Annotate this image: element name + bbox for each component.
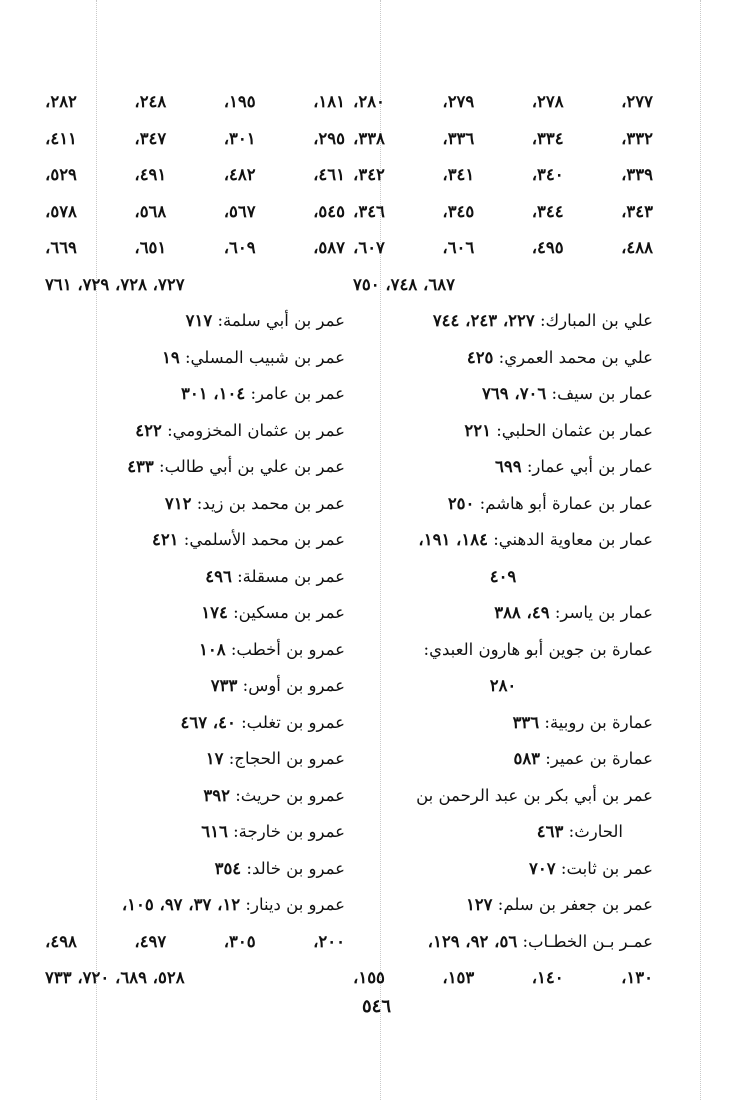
- left-column-index-entry: [45, 851, 345, 888]
- entry-name: عمر بن ثابت:: [560, 858, 653, 878]
- left-column-index-entry: [45, 705, 345, 742]
- right-column-index-entry: [353, 595, 653, 632]
- entry-page-refs: ٤٢٢: [135, 420, 162, 440]
- entry-name: عمر بن مسكين:: [233, 603, 345, 622]
- entry-name: علي بن محمد العمري:: [498, 347, 653, 367]
- entry-name: عمر بن أبي بكر بن عبد الرحمن بن: [416, 785, 653, 805]
- entry-name: عمر بن شبيب المسلي:: [184, 347, 345, 367]
- entry-name: عمارة بن روبية:: [544, 712, 653, 732]
- entry-name: عمرو بن الحجاج:: [228, 749, 345, 768]
- entry-page-refs: ٧١٢: [164, 493, 192, 513]
- left-column-page-ref: ٤٨٢،: [223, 165, 256, 184]
- left-column-index-entry: [45, 522, 345, 559]
- left-column-number-grid: [45, 84, 345, 267]
- left-column-index-entry-continuation: ٥٢٨، ٦٨٩، ٧٢٠، ٧٣٣: [45, 968, 185, 987]
- right-column-page-ref: ٣٣٦،: [442, 128, 475, 148]
- left-column-page-ref: ٦٠٩،: [223, 238, 256, 257]
- entry-name: عمر بن محمد بن زيد:: [196, 493, 345, 513]
- left-column-grid-tail: ٧٢٧، ٧٢٨، ٧٢٩، ٧٦١: [45, 274, 185, 294]
- right-column-index-entry: [353, 340, 653, 377]
- entry-page-refs: ٢٢٧، ٢٤٣، ٧٤٤: [432, 311, 535, 330]
- entry-name: عمرو بن أخطب:: [230, 639, 345, 659]
- entry-page-refs: ١٠٨: [198, 639, 226, 659]
- right-column-page-ref: ٣٤٥،: [442, 201, 475, 221]
- entry-page-refs: ٣٩٢: [203, 785, 230, 805]
- left-column-grid-row: [45, 230, 345, 267]
- entry-page-ref: ١٥٣،: [442, 968, 475, 987]
- entry-page-refs: ٧٣٣: [210, 676, 238, 695]
- left-column-index-entry: [45, 632, 345, 669]
- entry-page-refs: ٤٢١: [151, 530, 179, 549]
- entry-page-refs: ٧١٧: [185, 311, 213, 330]
- right-column-index-entry: [353, 778, 653, 815]
- left-column-page-ref: ٣٤٧،: [134, 128, 167, 148]
- entry-name: عمر بن عثمان المخزومي:: [167, 420, 345, 440]
- entry-name: عمرو بن أوس:: [242, 676, 345, 695]
- right-column-page-ref: ٣٤٤،: [531, 201, 564, 221]
- entry-name: عمر بن أبي سلمة:: [217, 311, 345, 330]
- entry-page-ref: ٤٩٨،: [45, 931, 77, 951]
- right-column-index-entry: [353, 486, 653, 523]
- entry-name: عمر بن مسقلة:: [237, 566, 345, 586]
- entry-name: عمر بن عامر:: [250, 384, 345, 403]
- entry-page-refs: ٤٦٣: [536, 822, 564, 841]
- right-column-page-ref: ٣٤٦،: [353, 201, 385, 221]
- right-column-page-ref: ٢٧٧،: [621, 92, 653, 111]
- right-column: [353, 84, 653, 997]
- right-column-page-ref: ٣٣٩،: [621, 165, 653, 184]
- left-column-page-ref: ٥٦٧،: [223, 201, 256, 221]
- left-column-page-ref: ٢٩٥،: [313, 128, 345, 148]
- entry-name: عمر بن محمد الأسلمي:: [183, 530, 345, 549]
- left-column-page-ref: ٦٦٩،: [45, 238, 77, 257]
- entry-page-refs: ١٧٤: [201, 603, 228, 622]
- left-column-index-entry: [45, 340, 345, 377]
- right-column-grid-row: [353, 121, 653, 158]
- left-column-index-entry-continuation: [45, 924, 345, 961]
- entry-page-refs: ٢٢١: [464, 420, 491, 440]
- left-column-page-ref: ٥٢٩،: [45, 165, 77, 184]
- right-column-page-ref: ٤٩٥،: [531, 238, 564, 257]
- left-column-page-ref: ٥٧٨،: [45, 201, 77, 221]
- entry-page-ref: ١٣٠،: [621, 968, 653, 987]
- entry-page-refs: ٧٠٦، ٧٦٩: [482, 384, 547, 403]
- right-column-grid-row: [353, 230, 653, 267]
- entry-page-refs: ١٠٤، ٣٠١: [180, 384, 246, 403]
- right-column-index-entry: [353, 413, 653, 450]
- left-column-page-ref: ٣٠١،: [223, 128, 256, 148]
- left-column-page-ref: ٦٥١،: [134, 238, 167, 257]
- entry-name-continuation: الحارث:: [568, 822, 623, 841]
- scan-artifact-line: [700, 0, 701, 1100]
- left-column-grid-row: [45, 194, 345, 231]
- entry-name: عمار بن عمارة أبو هاشم:: [479, 493, 653, 513]
- left-column-index-entry: [45, 486, 345, 523]
- entry-page-refs: ١٢٧: [465, 895, 493, 914]
- entry-page-refs: ٤٢٥: [466, 347, 494, 367]
- entry-name: عمار بن معاوية الدهني:: [493, 530, 653, 549]
- right-column-index-entry-continuation: ٤٠٩: [489, 566, 517, 586]
- entry-page-refs: ٥٨٣: [513, 749, 541, 768]
- entry-name: عمار بن سيف:: [551, 384, 653, 403]
- entry-page-refs: ٤٩٦: [205, 566, 232, 586]
- entry-page-refs: ٣٥٤: [214, 858, 242, 878]
- left-column-index-entry: [45, 668, 345, 705]
- left-column-index-entry: [45, 413, 345, 450]
- left-column-index-entry: [45, 559, 345, 596]
- left-column-page-ref: ٤٦١،: [313, 165, 345, 184]
- right-column-grid-row: [353, 157, 653, 194]
- entry-name: عمر بن علي بن أبي طالب:: [159, 457, 345, 476]
- right-column-number-grid: [353, 84, 653, 267]
- left-column-index-entry: [45, 303, 345, 340]
- entry-page-refs: ١٩: [162, 347, 180, 367]
- left-column-page-ref: ١٩٥،: [223, 92, 256, 111]
- entry-name: عمرو بن خالد:: [246, 858, 345, 878]
- left-column-page-ref: ٤١١،: [45, 128, 77, 148]
- right-column-index-entry: [353, 851, 653, 888]
- left-column-index-entry: [45, 449, 345, 486]
- left-column: [45, 84, 345, 997]
- entry-page-ref: ٣٠٥،: [223, 931, 256, 951]
- right-column-grid-row: [353, 84, 653, 121]
- left-column-page-ref: ٤٩١،: [134, 165, 167, 184]
- right-column-page-ref: ٦٠٧،: [353, 238, 385, 257]
- left-column-index-entry: [45, 778, 345, 815]
- left-column-index-entry: [45, 887, 345, 924]
- right-column-index-entry: [353, 449, 653, 486]
- entry-page-refs: ٧٠٧: [529, 858, 556, 878]
- entry-page-refs: ١٨٤، ١٩١،: [418, 530, 488, 549]
- right-column-index-entry: [353, 924, 653, 961]
- left-column-index-entry: [45, 376, 345, 413]
- entry-name: عمرو بن حريث:: [235, 785, 345, 805]
- right-column-index-entry-continuation: [353, 960, 653, 997]
- right-column-index-entry-continuation: ٢٨٠: [489, 676, 517, 695]
- entry-name: عمرو بن تغلب:: [241, 712, 345, 732]
- left-column-index-entry: [45, 741, 345, 778]
- left-column-page-ref: ٥٨٧،: [313, 238, 345, 257]
- entry-name: عمرو بن خارجة:: [233, 822, 345, 841]
- entry-name: عمـر بـن الخطـاب:: [522, 931, 653, 951]
- entry-name: علي بن المبارك:: [540, 311, 653, 330]
- right-column-index-entry: [353, 303, 653, 340]
- right-column-page-ref: ٦٠٦،: [442, 238, 475, 257]
- right-column-page-ref: ٢٨٠،: [353, 92, 385, 111]
- entry-name: عمارة بن جوين أبو هارون العبدي:: [423, 639, 653, 659]
- right-column-page-ref: ٤٨٨،: [621, 238, 653, 257]
- left-column-grid-row: [45, 121, 345, 158]
- right-column-index-entry: [353, 741, 653, 778]
- entry-name: عمارة بن عمير:: [545, 749, 653, 768]
- right-column-index-entry-continuation: [353, 814, 653, 851]
- entry-page-refs: ١٢، ٣٧، ٩٧، ١٠٥،: [121, 895, 241, 914]
- left-column-page-ref: ٢٤٨،: [134, 92, 167, 111]
- right-column-grid-tail: ٦٨٧، ٧٤٨، ٧٥٠: [353, 274, 455, 294]
- left-column-index-entry: [45, 814, 345, 851]
- entry-name: عمار بن ياسر:: [554, 603, 653, 622]
- entry-page-refs: ٤٠، ٤٦٧: [180, 712, 236, 732]
- right-column-index-entry: [353, 705, 653, 742]
- entry-name: عمر بن جعفر بن سلم:: [497, 895, 653, 914]
- entry-page-refs: ٣٣٦: [512, 712, 540, 732]
- left-column-index-entry: [45, 595, 345, 632]
- entry-name: عمار بن أبي عمار:: [526, 457, 653, 476]
- right-column-page-ref: ٣٤٢،: [353, 165, 385, 184]
- right-column-page-ref: ٢٧٨،: [531, 92, 564, 111]
- entry-page-refs: ٤٣٣: [127, 457, 154, 476]
- right-column-index-entry: [353, 522, 653, 559]
- entry-page-refs: ٤٩، ٣٨٨: [494, 603, 550, 622]
- entry-page-ref: ٢٠٠،: [313, 931, 345, 951]
- right-column-page-ref: ٣٣٨،: [353, 128, 385, 148]
- entry-name: عمرو بن دينار:: [245, 895, 345, 914]
- right-column-grid-row: [353, 194, 653, 231]
- left-column-grid-row: [45, 157, 345, 194]
- right-column-page-ref: ٣٤١،: [442, 165, 475, 184]
- left-column-page-ref: ١٨١،: [313, 92, 345, 111]
- entry-page-refs: ٦٩٩: [495, 457, 522, 476]
- entry-page-ref: ١٤٠،: [531, 968, 564, 987]
- right-column-page-ref: ٣٣٤،: [531, 128, 564, 148]
- right-column-index-entry: [353, 376, 653, 413]
- entry-page-refs: ٥٦، ٩٢، ١٢٩،: [427, 931, 518, 951]
- right-column-page-ref: ٢٧٩،: [442, 92, 475, 111]
- entry-name: عمار بن عثمان الحلبي:: [496, 420, 653, 440]
- entry-page-ref: ١٥٥،: [353, 968, 385, 987]
- right-column-page-ref: ٣٤٣،: [621, 201, 653, 221]
- left-column-page-ref: ٢٨٢،: [45, 92, 77, 111]
- entry-page-refs: ١٧: [205, 749, 224, 768]
- left-column-page-ref: ٥٦٨،: [134, 201, 167, 221]
- right-column-entries: [353, 303, 653, 997]
- right-column-page-ref: ٣٣٢،: [621, 128, 653, 148]
- right-column-index-entry: [353, 632, 653, 669]
- left-column-page-ref: ٥٤٥،: [313, 201, 345, 221]
- right-column-index-entry: [353, 887, 653, 924]
- right-column-page-ref: ٣٤٠،: [531, 165, 564, 184]
- page-number: ٥٤٦: [361, 996, 391, 1017]
- entry-page-refs: ٦١٦: [201, 822, 228, 841]
- left-column-entries: [45, 303, 345, 997]
- entry-page-refs: ٢٥٠: [447, 493, 475, 513]
- left-column-grid-row: [45, 84, 345, 121]
- entry-page-ref: ٤٩٧،: [134, 931, 167, 951]
